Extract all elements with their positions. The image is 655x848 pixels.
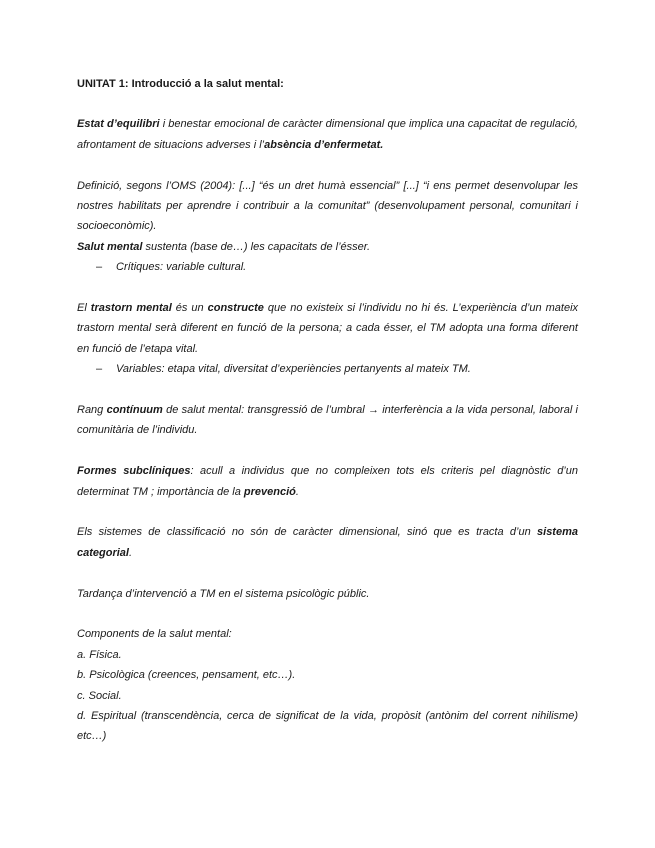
- text-fragment: : acull a individus que no compleixen tots els criteris pel diagnòstic d’un determinat TM ; importància de la: [77, 465, 578, 498]
- component-item-social: c. Social.: [77, 689, 122, 702]
- paragraph-trastorn-mental: [77, 298, 578, 359]
- text-fragment: .: [295, 485, 299, 498]
- term-formes-subcliniques: Formes subclíniques: [77, 465, 191, 478]
- paragraph-oms-definition: Definició, segons l’OMS (2004): [...] “és un dret humà essencial” [...] “i ens permet desenvolupar les nostres habilitats per aprendre i contribuir a la comunitat” (desenvolupament personal, comunitari i socioeconòmic).: [77, 179, 578, 233]
- term-estat-equilibri: Estat d’equilibri: [77, 118, 160, 131]
- text-fragment: de salut mental: transgressió de l’umbral → interferència a la vida personal, laboral i comunitària de l’individu.: [77, 404, 578, 437]
- list-item: – Crítiques: variable cultural.: [77, 257, 578, 277]
- paragraph-rang-continuum: [77, 400, 578, 441]
- list-item: – Variables: etapa vital, diversitat d’experiències pertanyents al mateix TM.: [77, 359, 578, 379]
- text-fragment: que no existeix si l’individu no hi és. L’experiència d’un mateix trastorn mental serà diferent en funció de la persona; a cada ésser, el TM adopta una forma diferent en funció de l’etapa vital.: [77, 302, 579, 355]
- text-fragment: és un: [171, 302, 208, 315]
- term-trastorn-mental: trastorn mental: [90, 302, 172, 315]
- text-fragment: sustenta (base de…) les capacitats de l’ésser.: [142, 240, 371, 253]
- term-prevencio: prevenció: [243, 485, 296, 498]
- paragraph-formes-subcliniques: [77, 461, 578, 502]
- list-variables: [77, 359, 578, 379]
- paragraph-sistemes-classificacio: [77, 522, 578, 563]
- list-critiques: [77, 257, 578, 277]
- text-fragment: i benestar emocional de caràcter dimensional que implica una capacitat de regulació, afrontament de situacions adverses i l’: [77, 118, 578, 151]
- component-item-psicologica: b. Psicològica (creences, pensament, etc…).: [77, 669, 296, 682]
- text-fragment: Rang: [77, 404, 107, 417]
- paragraph-tardanca: Tardança d’intervenció a TM en el sistema psicològic públic.: [77, 587, 370, 600]
- term-constructe: constructe: [207, 302, 264, 315]
- text-fragment: Els sistemes de classificació no són de caràcter dimensional, sinó que es tracta d’un: [77, 526, 538, 539]
- term-sistema-categorial: sistema categorial: [77, 526, 578, 559]
- term-absencia-enfermetat: absència d’enfermetat.: [264, 138, 384, 151]
- paragraph-definition-balance: [77, 114, 578, 155]
- component-item-fisica: a. Física.: [77, 648, 122, 661]
- document-page: [77, 74, 578, 747]
- term-continuum: contínuum: [106, 404, 163, 417]
- text-fragment: .: [128, 546, 133, 559]
- paragraph-salut-mental: [77, 237, 578, 257]
- unit-title: UNITAT 1: Introducció a la salut mental:: [77, 78, 284, 90]
- text-fragment: El: [77, 302, 91, 315]
- term-salut-mental: Salut mental: [77, 240, 143, 253]
- components-heading: Components de la salut mental:: [77, 628, 232, 641]
- component-item-espiritual: d. Espiritual (transcendència, cerca de significat de la vida, propòsit (antònim del corrent nihilisme) etc…): [77, 710, 578, 743]
